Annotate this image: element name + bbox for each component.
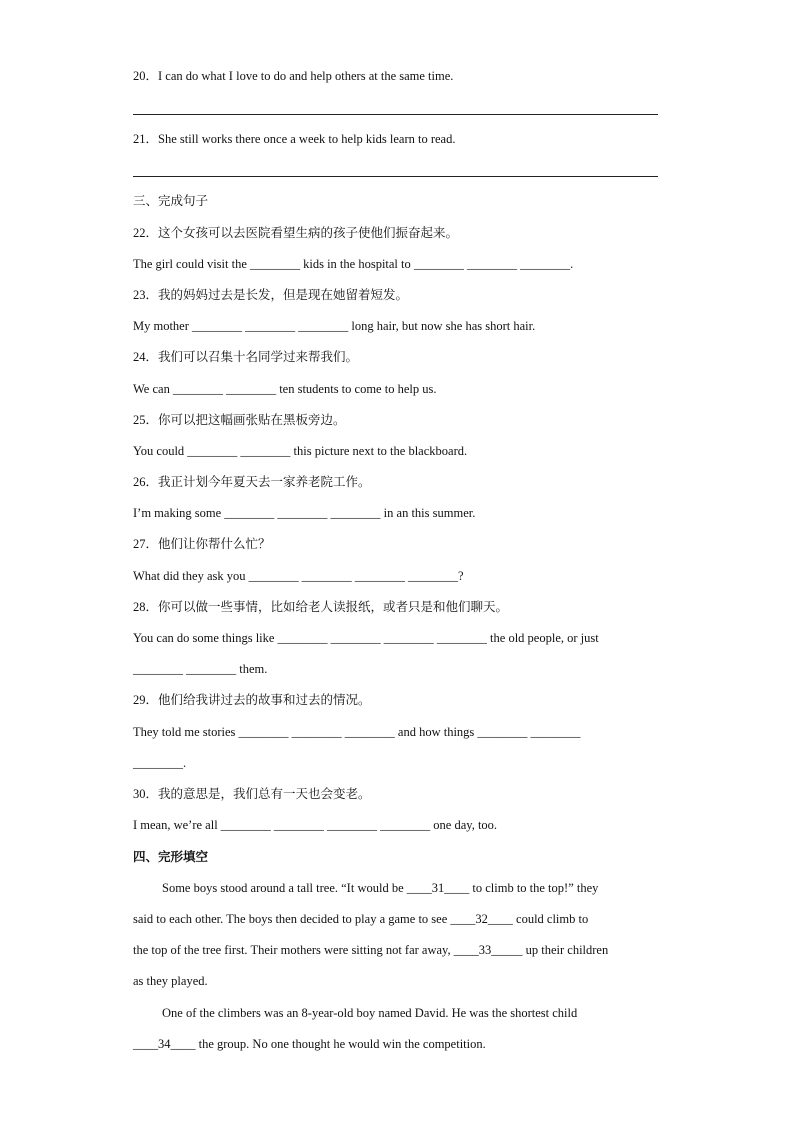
passage-line: as they played. (133, 974, 208, 988)
q30-chinese: 30．我的意思是，我们总有一天也会变老。 (133, 787, 371, 801)
q26-chinese: 26．我正计划今年夏天去一家养老院工作。 (133, 475, 371, 489)
section-heading: 三、完成句子 (133, 194, 209, 208)
q26-english: I’m making some ________ ________ ________ in an this summer. (133, 506, 476, 520)
q21-line: 21．She still works there once a week to help kids learn to read. (133, 132, 456, 146)
passage-text: up their children (522, 943, 609, 957)
passage-line: One of the climbers was an 8-year-old boy named David. He was the shortest child (162, 1006, 578, 1020)
blank-34: ____34____ (133, 1037, 196, 1051)
passage-line (133, 1036, 486, 1052)
q28-english-line2: ________ ________ them. (133, 662, 268, 676)
q27-english: What did they ask you ________ ________ ________ ________? (133, 569, 464, 583)
passage-text: Some boys stood around a tall tree. “It would be (162, 881, 407, 895)
section-heading: 四、完形填空 (133, 850, 209, 864)
passage-line (162, 880, 598, 896)
q25-english: You could ________ ________ this picture next to the blackboard. (133, 444, 468, 458)
q24-english: We can ________ ________ ten students to come to help us. (133, 382, 437, 396)
q27-chinese: 27．他们让你帮什么忙？ (133, 537, 271, 551)
q23-english: My mother ________ ________ ________ long hair, but now she has short hair. (133, 319, 536, 333)
passage-text: the top of the tree first. Their mothers were sitting not far away, (133, 943, 454, 957)
q20-line: 20．I can do what I love to do and help others at the same time. (133, 69, 454, 83)
q25-chinese: 25．你可以把这幅画张贴在黑板旁边。 (133, 413, 346, 427)
q22-chinese: 22．这个女孩可以去医院看望生病的孩子使他们振奋起来。 (133, 226, 459, 240)
passage-text: to climb to the top!” they (469, 881, 599, 895)
passage-text: the group. No one thought he would win the competition. (195, 1037, 486, 1051)
passage-line (133, 942, 608, 958)
passage-text: could climb to (512, 912, 589, 926)
passage-text: said to each other. The boys then decided to play a game to see (133, 912, 451, 926)
q23-chinese: 23．我的妈妈过去是长发，但是现在她留着短发。 (133, 288, 409, 302)
blank-31: ____31____ (406, 881, 470, 895)
q28-english-line1: You can do some things like ________ ________ ________ ________ the old people, or just (133, 631, 599, 645)
blank-33: ____33_____ (453, 943, 523, 957)
q29-english-line1: They told me stories ________ ________ ________ and how things ________ ________ (133, 725, 581, 739)
q24-chinese: 24．我们可以召集十名同学过来帮我们。 (133, 350, 359, 364)
answer-rule (133, 176, 658, 177)
q29-english-line2: ________. (133, 756, 187, 770)
q28-chinese: 28．你可以做一些事情，比如给老人读报纸，或者只是和他们聊天。 (133, 600, 509, 614)
q30-english: I mean, we’re all ________ ________ ________ ________ one day, too. (133, 818, 498, 832)
passage-line (133, 911, 588, 927)
blank-32: ____32____ (450, 912, 513, 926)
q29-chinese: 29．他们给我讲过去的故事和过去的情况。 (133, 693, 371, 707)
answer-rule (133, 114, 658, 115)
q22-english: The girl could visit the ________ kids in the hospital to ________ ________ ________. (133, 257, 574, 271)
